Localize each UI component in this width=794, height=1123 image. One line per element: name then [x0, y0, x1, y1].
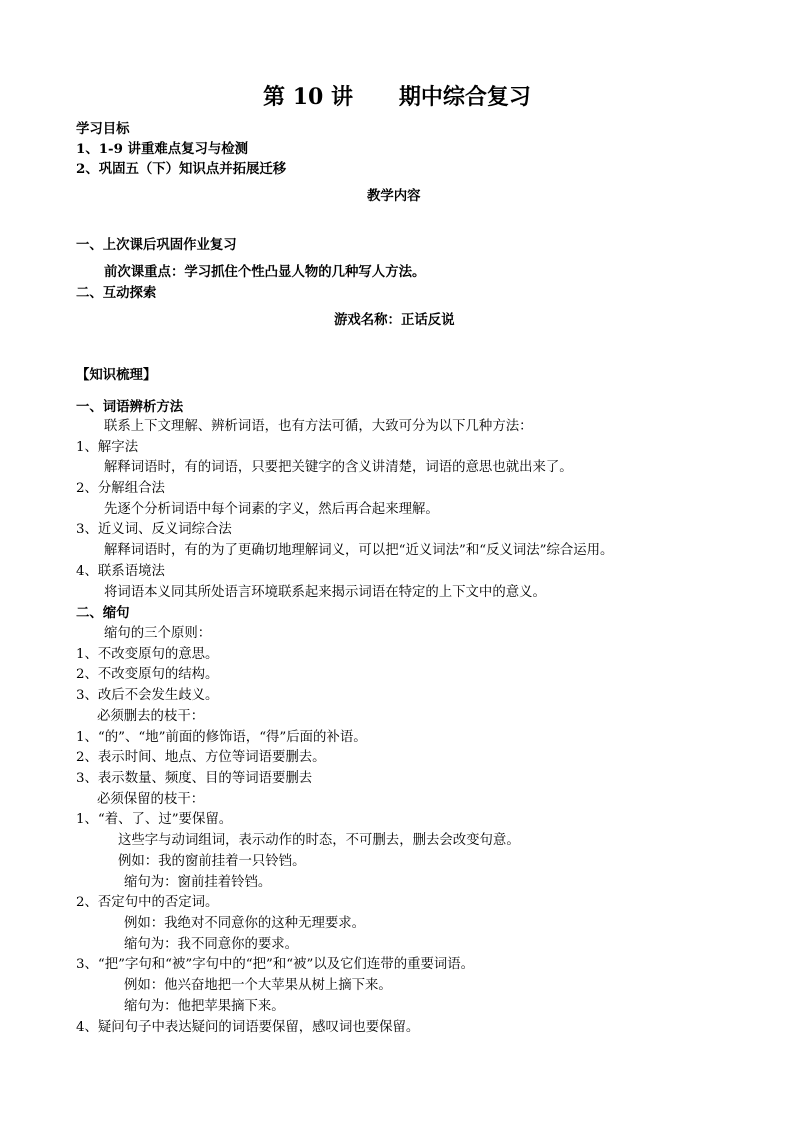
- paragraph: 缩句的三个原则：: [104, 626, 212, 641]
- section-heading: 二、互动探索: [76, 285, 157, 301]
- example-result: 缩句为：窗前挂着铃铛。: [124, 875, 272, 890]
- list-item: 3、近义词、反义词综合法: [76, 522, 232, 537]
- objective-item: 1、1-9 讲重难点复习与检测: [76, 141, 249, 157]
- example: 例如：他兴奋地把一个大苹果从树上摘下来。: [124, 978, 392, 993]
- example-result: 缩句为：他把苹果摘下来。: [124, 999, 285, 1014]
- list-item: 2、否定句中的否定词。: [76, 895, 219, 910]
- list-item: 2、表示时间、地点、方位等词语要删去。: [76, 750, 326, 765]
- list-item: 1、不改变原句的意思。: [76, 647, 219, 662]
- paragraph: 解释词语时，有的为了更确切地理解词义，可以把“近义词法”和“反义词法”综合运用。: [104, 543, 614, 558]
- example: 例如：我绝对不同意你的这种无理要求。: [124, 916, 366, 931]
- list-item: 3、改后不会发生歧义。: [76, 688, 219, 703]
- example-result: 缩句为：我不同意你的要求。: [124, 937, 299, 952]
- paragraph: 必须删去的枝干：: [97, 709, 205, 724]
- objective-item: 2、巩固五（下）知识点并拓展迁移: [76, 161, 287, 177]
- example: 例如：我的窗前挂着一只铃铛。: [118, 854, 306, 869]
- list-item: 2、分解组合法: [76, 481, 165, 496]
- knowledge-heading: 【知识梳理】: [76, 367, 157, 383]
- list-item: 4、疑问句子中表达疑问的词语要保留，感叹词也要保留。: [76, 1020, 420, 1035]
- paragraph: 先逐个分析词语中每个词素的字义，然后再合起来理解。: [104, 502, 439, 517]
- paragraph: 联系上下文理解、辨析词语，也有方法可循，大致可分为以下几种方法：: [104, 419, 533, 434]
- section-heading: 二、缩句: [76, 605, 130, 621]
- list-item: 1、解字法: [76, 440, 139, 455]
- list-item: 1、“着、了、过”要保留。: [76, 812, 233, 827]
- section-heading: 一、上次课后巩固作业复习: [76, 237, 237, 253]
- list-item: 3、“把”字句和“被”字句中的“把”和“被”以及它们连带的重要词语。: [76, 957, 475, 972]
- list-item: 4、联系语境法: [76, 564, 165, 579]
- lesson-title: 第 10 讲 期中综合复习: [263, 84, 531, 110]
- game-name: 游戏名称：正话反说: [334, 312, 455, 328]
- paragraph: 这些字与动词组词，表示动作的时态，不可删去，删去会改变句意。: [118, 833, 520, 848]
- objectives-heading: 学习目标: [76, 121, 130, 137]
- paragraph: 将词语本义同其所处语言环境联系起来揭示词语在特定的上下文中的意义。: [104, 585, 546, 600]
- list-item: 1、“的”、“地”前面的修饰语，“得”后面的补语。: [76, 730, 367, 745]
- section-heading: 一、词语辨析方法: [76, 399, 184, 415]
- list-item: 2、不改变原句的结构。: [76, 667, 219, 682]
- paragraph: 解释词语时，有的词语，只要把关键字的含义讲清楚，词语的意思也就出来了。: [104, 460, 573, 475]
- teaching-content-label: 教学内容: [367, 188, 421, 204]
- paragraph: 必须保留的枝干：: [97, 792, 205, 807]
- review-note: 前次课重点：学习抓住个性凸显人物的几种写人方法。: [104, 264, 426, 280]
- list-item: 3、表示数量、频度、目的等词语要删去: [76, 771, 313, 786]
